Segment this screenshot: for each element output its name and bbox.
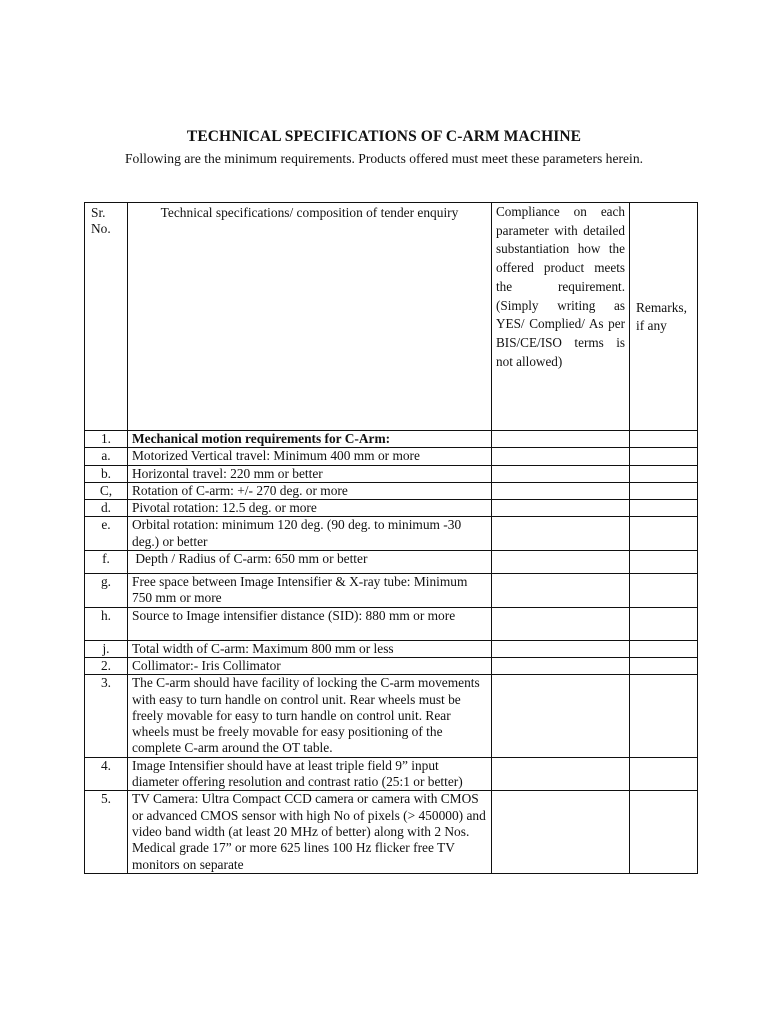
row-specification: The C-arm should have facility of locking the C-arm movements with easy to turn handle on control unit. Rear wheels must be freely movable for easy to turn handle on control unit. Rear wheels must be freely movable for easy positioning of the complete C-arm around the OT table. [128,675,492,757]
row-compliance-cell[interactable] [492,607,630,640]
row-compliance-cell[interactable] [492,640,630,657]
row-remarks-cell[interactable] [630,757,698,791]
table-row [85,675,698,757]
row-sr-no: 2. [85,657,128,674]
header-specification: Technical specifications/ composition of tender enquiry [128,203,492,431]
row-sr-no: d. [85,500,128,517]
row-compliance-cell[interactable] [492,482,630,499]
row-compliance-cell[interactable] [492,657,630,674]
row-compliance-cell[interactable] [492,517,630,551]
row-sr-no: 5. [85,791,128,873]
row-specification: TV Camera: Ultra Compact CCD camera or camera with CMOS or advanced CMOS sensor with high No of pixels (> 450000) and video band width (at least 20 MHz of better) along with 2 Nos. Medical grade 17” or more 625 lines 100 Hz flicker free TV monitors on separate [128,791,492,873]
row-remarks-cell[interactable] [630,657,698,674]
table-row [85,431,698,448]
table-row [85,607,698,640]
row-sr-no: 3. [85,675,128,757]
row-sr-no: C, [85,482,128,499]
row-specification: Horizontal travel: 220 mm or better [128,465,492,482]
table-row [85,791,698,873]
header-remarks: Remarks, if any [630,203,698,431]
row-specification: Free space between Image Intensifier & X-ray tube: Minimum 750 mm or more [128,574,492,608]
row-sr-no: a. [85,448,128,465]
row-sr-no: h. [85,607,128,640]
table-row [85,551,698,574]
row-specification: Rotation of C-arm: +/- 270 deg. or more [128,482,492,499]
row-specification: Orbital rotation: minimum 120 deg. (90 deg. to minimum -30 deg.) or better [128,517,492,551]
row-compliance-cell[interactable] [492,465,630,482]
row-remarks-cell[interactable] [630,551,698,574]
row-remarks-cell[interactable] [630,574,698,608]
table-row [85,640,698,657]
row-sr-no: g. [85,574,128,608]
row-compliance-cell[interactable] [492,431,630,448]
row-compliance-cell[interactable] [492,791,630,873]
table-row [85,500,698,517]
row-remarks-cell[interactable] [630,791,698,873]
row-compliance-cell[interactable] [492,675,630,757]
row-remarks-cell[interactable] [630,431,698,448]
row-remarks-cell[interactable] [630,465,698,482]
row-specification: Pivotal rotation: 12.5 deg. or more [128,500,492,517]
row-remarks-cell[interactable] [630,482,698,499]
table-row [85,517,698,551]
table-row [85,482,698,499]
row-remarks-cell[interactable] [630,500,698,517]
row-specification: Total width of C-arm: Maximum 800 mm or less [128,640,492,657]
table-row [85,574,698,608]
table-row [85,465,698,482]
row-compliance-cell[interactable] [492,757,630,791]
row-sr-no: 1. [85,431,128,448]
row-specification: Mechanical motion requirements for C-Arm: [128,431,492,448]
row-specification: Image Intensifier should have at least triple field 9” input diameter offering resolution and contrast ratio (25:1 or better) [128,757,492,791]
header-compliance: Compliance on each parameter with detailed substantiation how the offered product meets the requirement. (Simply writing as YES/ Complied/ As per BIS/CE/ISO terms is not allowed) [492,203,630,431]
page-title: TECHNICAL SPECIFICATIONS OF C-ARM MACHINE [186,128,582,145]
row-specification: Collimator:- Iris Collimator [128,657,492,674]
specifications-table [84,202,698,874]
row-specification: Depth / Radius of C-arm: 650 mm or better [128,551,492,574]
header-sr-no: Sr. No. [85,203,128,431]
row-sr-no: b. [85,465,128,482]
row-sr-no: e. [85,517,128,551]
row-remarks-cell[interactable] [630,448,698,465]
row-sr-no: j. [85,640,128,657]
row-specification: Motorized Vertical travel: Minimum 400 mm or more [128,448,492,465]
row-compliance-cell[interactable] [492,551,630,574]
table-row [85,657,698,674]
table-row [85,757,698,791]
row-remarks-cell[interactable] [630,640,698,657]
table-header-row [85,203,698,431]
page-subtitle: Following are the minimum requirements. Products offered must meet these parameters herein. [124,151,644,166]
row-compliance-cell[interactable] [492,500,630,517]
row-remarks-cell[interactable] [630,675,698,757]
row-compliance-cell[interactable] [492,448,630,465]
table-row [85,448,698,465]
row-compliance-cell[interactable] [492,574,630,608]
row-sr-no: f. [85,551,128,574]
row-specification: Source to Image intensifier distance (SID): 880 mm or more [128,607,492,640]
row-remarks-cell[interactable] [630,517,698,551]
row-sr-no: 4. [85,757,128,791]
row-remarks-cell[interactable] [630,607,698,640]
